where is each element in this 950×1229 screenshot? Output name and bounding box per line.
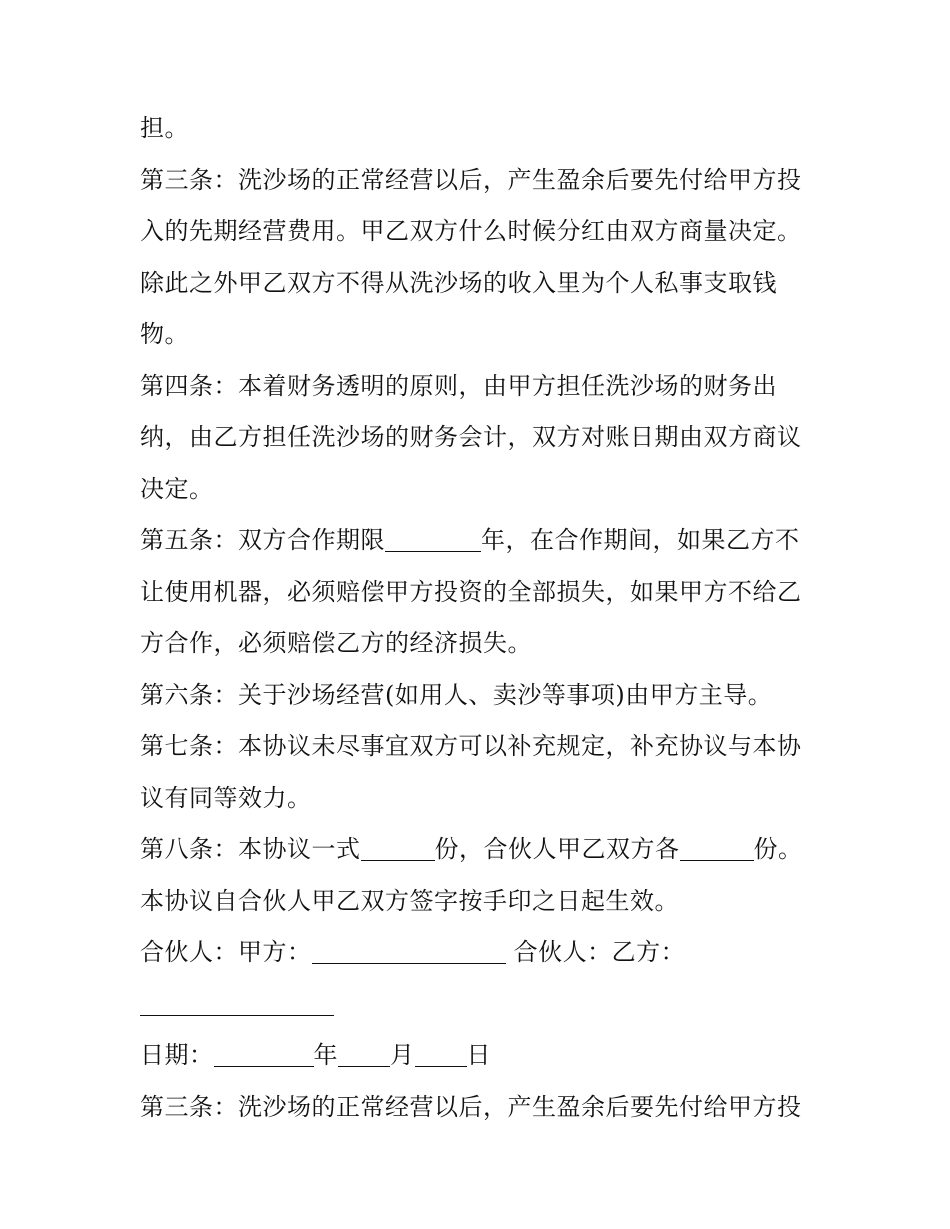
party-b-signature-blank[interactable]	[140, 989, 334, 1016]
article-six-line: 第六条：关于沙场经营(如用人、卖沙等事项)由甲方主导。	[140, 680, 773, 709]
year-label: 年	[313, 1041, 338, 1069]
total-copies-blank[interactable]	[361, 834, 435, 861]
party-b-label: 合伙人：乙方：	[513, 938, 686, 966]
party-a-label: 合伙人：甲方：	[140, 938, 312, 966]
article-eight-suffix: 份。	[753, 835, 803, 863]
day-label: 日	[466, 1041, 491, 1069]
article-three-line-4: 物。	[140, 320, 189, 348]
party-a-signature-blank[interactable]	[312, 937, 506, 964]
party-b-signature-line	[140, 979, 820, 1031]
effective-clause: 本协议自合伙人甲乙双方签字按手印之日起生效。	[140, 886, 679, 915]
article-three-line-2: 入的先期经营费用。甲乙双方什么时候分红由双方商量决定。	[140, 217, 802, 245]
month-label: 月	[390, 1041, 415, 1069]
date-line	[140, 1030, 820, 1082]
document-page	[140, 103, 820, 1133]
date-month-blank[interactable]	[338, 1040, 390, 1067]
article-four-line-1: 第四条：本着财务透明的原则，由甲方担任洗沙场的财务出	[140, 371, 777, 400]
article-seven-line-1: 第七条：本协议未尽事宜双方可以补充规定，补充协议与本协	[140, 732, 802, 760]
signature-line	[140, 927, 820, 979]
article-five-line-2: 让使用机器，必须赔偿甲方投资的全部损失，如果甲方不给乙	[140, 577, 802, 606]
each-copies-blank[interactable]	[680, 834, 754, 861]
article-three-line-3: 除此之外甲乙双方不得从洗沙场的收入里为个人私事支取钱	[140, 268, 777, 297]
article-three-repeat-line: 第三条：洗沙场的正常经营以后，产生盈余后要先付给甲方投	[140, 1092, 802, 1121]
date-label: 日期：	[140, 1041, 214, 1069]
article-eight-prefix: 第八条：本协议一式	[140, 835, 361, 863]
article-five-line-3: 方合作，必须赔偿乙方的经济损失。	[140, 629, 532, 657]
article-seven-line-2: 议有同等效力。	[140, 783, 312, 812]
date-day-blank[interactable]	[415, 1040, 467, 1067]
article-four-line-2: 纳，由乙方担任洗沙场的财务会计，双方对账日期由双方商议	[140, 423, 802, 451]
article-five-prefix: 第五条：双方合作期限	[140, 526, 385, 554]
article-three-line-1: 第三条：洗沙场的正常经营以后，产生盈余后要先付给甲方投	[140, 165, 802, 194]
text-line: 担。	[140, 114, 189, 142]
term-years-blank[interactable]	[385, 525, 481, 552]
article-four-line-3: 决定。	[140, 474, 214, 503]
article-five-line-1	[140, 515, 820, 567]
article-five-suffix: 年，在合作期间，如果乙方不	[481, 526, 800, 554]
date-year-blank[interactable]	[214, 1040, 314, 1067]
article-eight-middle: 份，合伙人甲乙双方各	[434, 835, 680, 863]
article-eight-line-1	[140, 824, 820, 876]
